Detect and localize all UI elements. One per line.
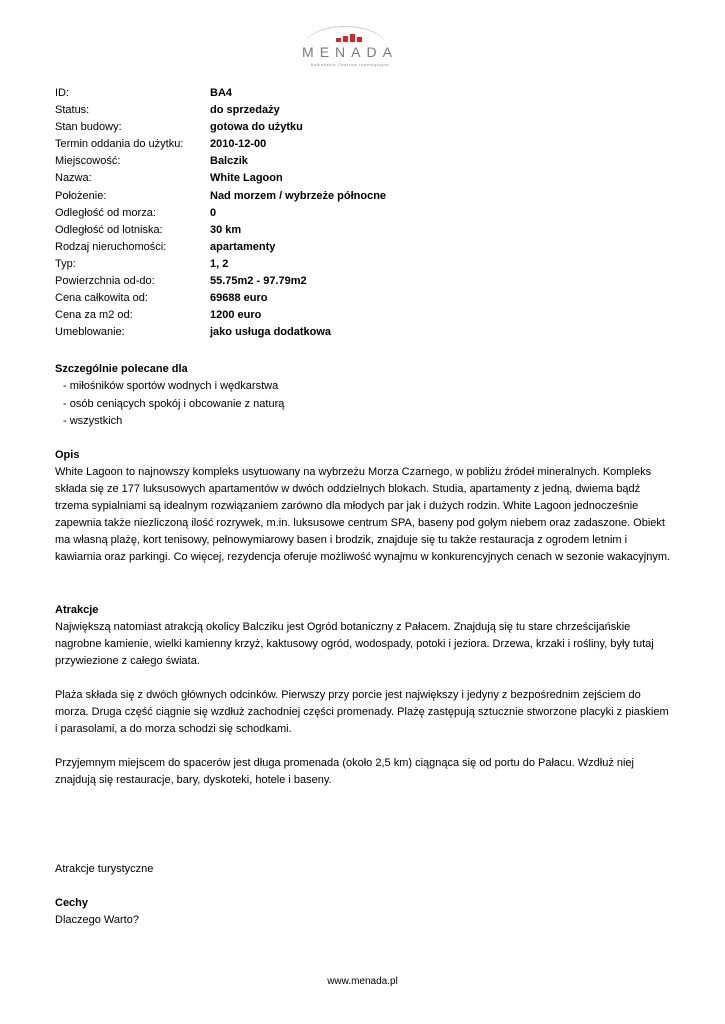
property-label: Odległość od lotniska: [55, 223, 163, 236]
property-row [55, 120, 386, 137]
property-label: Powierzchnia od-do: [55, 275, 155, 288]
recommended-section [55, 361, 673, 431]
attractions-section [55, 602, 673, 789]
attractions-paragraph: Przyjemnym miejscem do spacerów jest długa promenada (około 2,5 km) ciągnąca się od portu do Pałacu. Wzdłuż niej znajdują się restauracje, bary, dyskoteki, hotele i baseny. [55, 757, 634, 786]
property-label: Status: [55, 104, 90, 117]
property-value: do sprzedaży [210, 104, 280, 117]
footer-url[interactable]: www.menada.pl [327, 976, 398, 987]
property-row [55, 291, 386, 308]
property-value: 2010-12-00 [210, 138, 267, 151]
property-value: 1, 2 [210, 257, 229, 270]
logo-bars-icon [336, 34, 362, 42]
tourist-attractions-label: Atrakcje turystyczne [55, 863, 154, 875]
property-row [55, 223, 386, 240]
property-label: Umeblowanie: [55, 326, 125, 339]
property-row [55, 274, 386, 291]
property-row [55, 240, 386, 257]
property-label: Nazwa: [55, 172, 92, 185]
property-value: 30 km [210, 223, 242, 236]
property-label: Położenie: [55, 189, 107, 202]
property-row [55, 308, 386, 325]
property-label: Termin oddania do użytku: [55, 138, 184, 151]
attractions-paragraph: Największą natomiast atrakcją okolicy Balcziku jest Ogród botaniczny z Pałacem. Znajdują się tu stare chrześcijańskie nagrobne kamienie, wielki kamienny krzyż, kaktusowy ogród, wodospady, potoki i jeziora. Drzewa, krzaki i rośliny, były tutaj przywiezione z całego świata. [55, 621, 654, 667]
property-value: 69688 euro [210, 292, 268, 305]
attractions-title: Atrakcje [55, 604, 99, 616]
features-section [55, 895, 673, 929]
features-text: Dlaczego Warto? [55, 914, 139, 926]
property-row [55, 171, 386, 188]
property-row [55, 137, 386, 154]
property-value: BA4 [210, 87, 233, 99]
attractions-paragraph: Plaża składa się z dwóch głównych odcinków. Pierwszy przy porcie jest największy i jedyny z bezpośrednim zejściem do morza. Druga część ciągnie się wzdłuż zachodniej części promenady. Plażę zastępują sztucznie stworzone placyki z piaskiem i parasolami, a do morza schodzi się schodkami. [55, 689, 669, 735]
recommended-item: - miłośników sportów wodnych i wędkarstwa [63, 380, 279, 392]
property-row [55, 103, 386, 120]
property-row [55, 86, 386, 103]
property-label: ID: [55, 87, 70, 99]
description-section [55, 447, 673, 566]
property-value: jako usługa dodatkowa [210, 326, 332, 339]
recommended-title: Szczególnie polecane dla [55, 363, 188, 375]
description-text: White Lagoon to najnowszy kompleks usytuowany na wybrzeżu Morza Czarnego, w pobliżu źródeł mineralnych. Kompleks składa się ze 177 luksusowych apartamentów w dwóch oddzielnych blokach. Studia, apartamenty z jedną, dwiema bądź trzema sypialniami są idealnym rozwiązaniem zarówno dla młodych par jak i dużych rodzin. White Lagoon jednocześnie zapewnia także niezliczoną ilość rozrywek, m.in. luksusowe centrum SPA, baseny pod gołym niebem oraz zadaszone. Obiekt ma własną plażę, kort tenisowy, pełnowymiarowy basen i brodzik, znajduje się tu także restauracja z ogrodem letnim i kawiarnia oraz parkingi. Co więcej, rezydencja oferuje możliwość wynajmu w konkurencyjnych cenach w sezonie wakacyjnym. [55, 466, 671, 563]
property-row [55, 154, 386, 171]
property-label: Stan budowy: [55, 121, 122, 134]
property-label: Odległość od morza: [55, 206, 156, 219]
property-value: Balczik [210, 155, 248, 168]
property-details-table [55, 86, 386, 342]
features-title: Cechy [55, 897, 89, 909]
property-value: Nad morzem / wybrzeże północne [210, 189, 387, 202]
property-value: 1200 euro [210, 309, 262, 322]
company-logo [290, 24, 410, 70]
property-label: Miejscowość: [55, 155, 121, 168]
property-value: 0 [210, 206, 217, 219]
description-title: Opis [55, 449, 80, 461]
logo-subtitle: Bałkańskie Centrum Inwestycyjne [310, 62, 390, 67]
property-label: Cena całkowita od: [55, 292, 148, 305]
property-value: White Lagoon [210, 172, 283, 185]
property-label: Rodzaj nieruchomości: [55, 240, 167, 253]
property-row [55, 325, 386, 342]
property-row [55, 206, 386, 223]
property-label: Cena za m2 od: [55, 309, 133, 322]
logo-name: MENADA [302, 44, 398, 60]
property-value: 55.75m2 - 97.79m2 [210, 275, 307, 288]
property-row [55, 257, 386, 274]
property-value: gotowa do użytku [210, 121, 303, 134]
property-value: apartamenty [210, 240, 276, 253]
recommended-item: - wszystkich [63, 415, 123, 427]
property-label: Typ: [55, 257, 76, 270]
recommended-item: - osób ceniących spokój i obcowanie z naturą [63, 397, 285, 410]
property-row [55, 189, 386, 206]
